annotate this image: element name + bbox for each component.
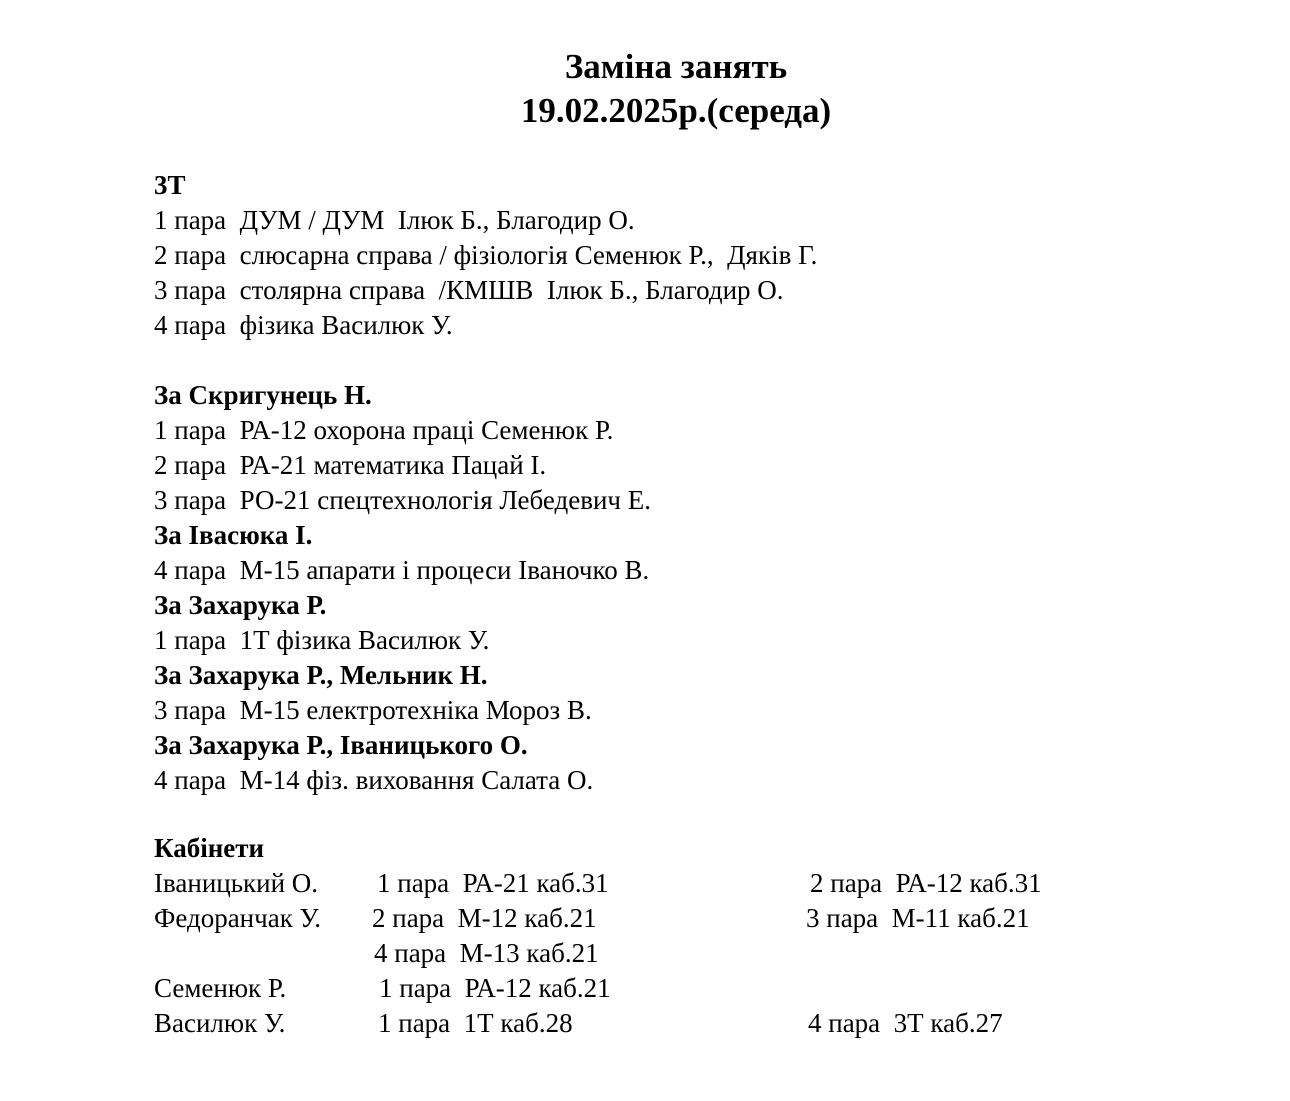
- substitution-line: 1 пара 1Т фізика Василюк У.: [154, 625, 490, 655]
- room-assignment: 4 пара М-13 каб.21: [374, 938, 599, 968]
- room-assignment: 1 пара РА-21 каб.31: [377, 868, 609, 898]
- room-teacher: Василюк У.: [154, 1008, 286, 1038]
- schedule-line: 2 пара слюсарна справа / фізіологія Семенюк Р., Дяків Г.: [154, 240, 818, 270]
- substitution-heading: За Захарука Р., Мельник Н.: [154, 660, 488, 690]
- schedule-line: 3 пара столярна справа /КМШВ Ілюк Б., Благодир О.: [154, 275, 784, 305]
- room-assignment: 3 пара М-11 каб.21: [806, 903, 1030, 933]
- substitution-heading: За Захарука Р.: [154, 590, 327, 620]
- document-date: 19.02.2025р.(середа): [520, 91, 832, 130]
- schedule-line: 4 пара фізика Василюк У.: [154, 310, 453, 340]
- room-assignment: 4 пара 3Т каб.27: [808, 1008, 1003, 1038]
- substitution-line: 4 пара М-15 апарати і процеси Іваночко В.: [154, 555, 650, 585]
- substitution-line: 2 пара РА-21 математика Пацай І.: [154, 450, 547, 480]
- group-heading: 3Т: [154, 170, 186, 200]
- substitution-heading: За Івасюка І.: [154, 520, 313, 550]
- room-teacher: Іваницький О.: [154, 868, 319, 898]
- substitution-heading: За Скригунець Н.: [154, 380, 372, 410]
- document-title: Заміна занять: [564, 47, 788, 86]
- substitution-heading: За Захарука Р., Іваницького О.: [154, 730, 528, 760]
- room-assignment: 2 пара РА-12 каб.31: [810, 868, 1042, 898]
- substitution-line: 3 пара М-15 електротехніка Мороз В.: [154, 695, 592, 725]
- substitution-line: 3 пара РО-21 спецтехнологія Лебедевич Е.: [154, 485, 651, 515]
- room-assignment: 1 пара 1Т каб.28: [378, 1008, 573, 1038]
- room-teacher: Семенюк Р.: [154, 973, 287, 1003]
- room-teacher: Федоранчак У.: [154, 903, 322, 933]
- substitution-line: 1 пара РА-12 охорона праці Семенюк Р.: [154, 415, 614, 445]
- rooms-heading: Кабінети: [154, 833, 265, 863]
- substitution-line: 4 пара М-14 фіз. виховання Салата О.: [154, 765, 594, 795]
- schedule-line: 1 пара ДУМ / ДУМ Ілюк Б., Благодир О.: [154, 205, 635, 235]
- room-assignment: 1 пара РА-12 каб.21: [379, 973, 611, 1003]
- room-assignment: 2 пара М-12 каб.21: [372, 903, 597, 933]
